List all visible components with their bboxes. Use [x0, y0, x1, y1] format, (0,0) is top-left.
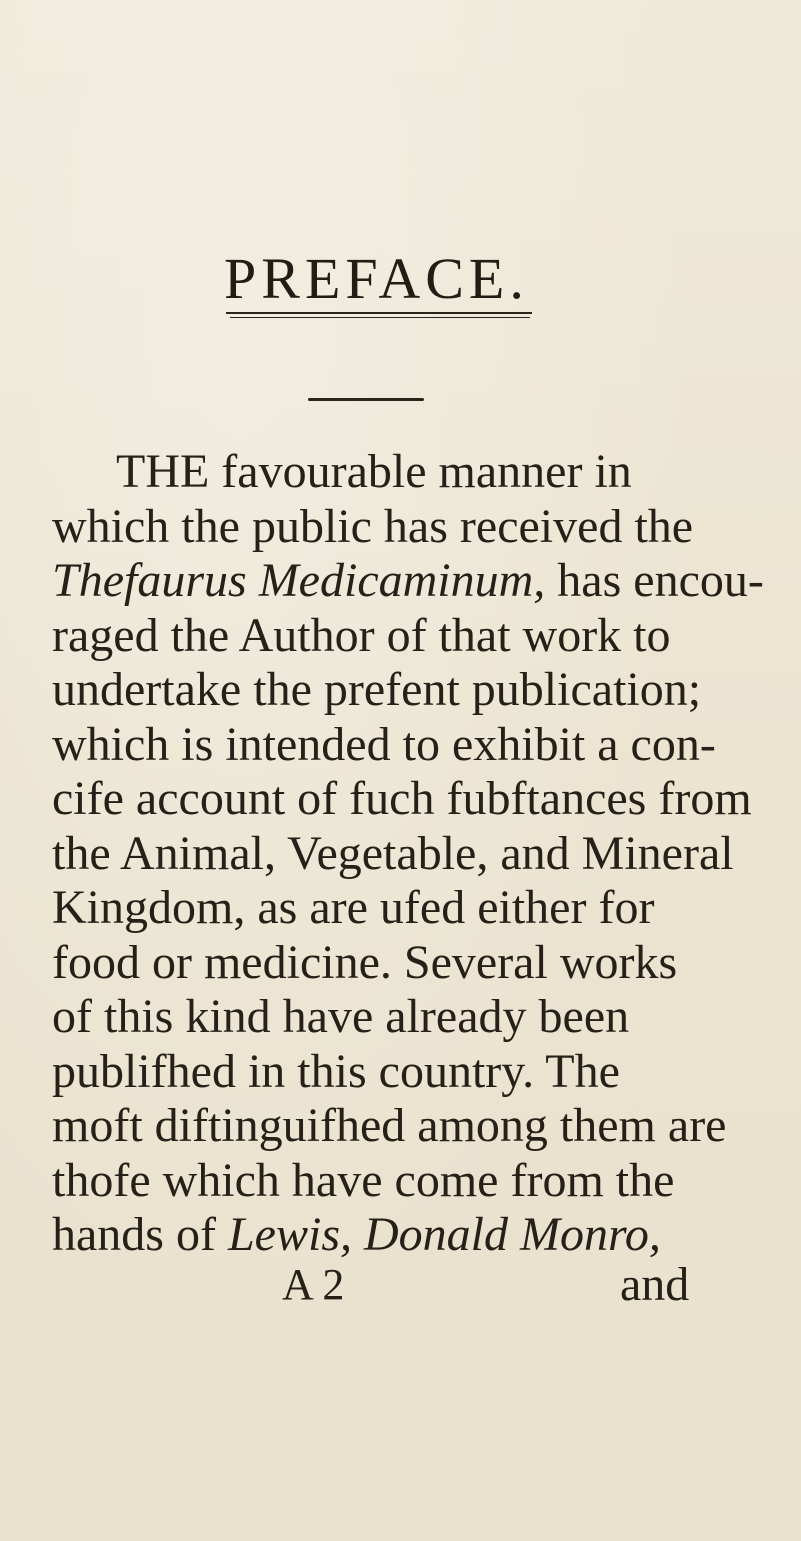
text-line — [52, 445, 772, 500]
text-run: THE favourable manner in — [116, 445, 632, 498]
text-run: which is intended to exhibit a con- — [52, 717, 716, 771]
text-run: of this kind have already been — [52, 990, 630, 1043]
text-run: thofe which have come from the — [52, 1153, 675, 1207]
text-run: which the public has received the — [52, 499, 694, 553]
italic-text: Thefaurus Medicaminum, — [52, 554, 546, 607]
text-line — [52, 663, 772, 718]
italic-text: Lewis, Donald Monro, — [227, 1208, 661, 1261]
text-line — [52, 1045, 772, 1100]
text-line — [52, 1154, 772, 1209]
text-line — [52, 500, 772, 555]
text-line — [52, 936, 772, 991]
text-run: the Animal, Vegetable, and Mineral — [52, 826, 734, 880]
text-run: food or medicine. Several works — [52, 935, 678, 989]
text-run: has encou- — [545, 554, 764, 607]
text-run: moft diftinguifhed among them are — [52, 1099, 727, 1152]
signature-mark: A 2 — [282, 1260, 345, 1309]
text-line — [52, 881, 772, 936]
text-line — [52, 772, 772, 827]
text-run: raged the Author of that work to — [52, 608, 671, 662]
page-title: PREFACE. — [224, 246, 529, 311]
text-line — [52, 827, 772, 882]
body-text — [52, 445, 772, 1263]
text-run: hands of — [52, 1208, 228, 1261]
text-run: undertake the prefent publication; — [52, 663, 702, 716]
page-footer — [0, 1255, 801, 1315]
text-line — [52, 990, 772, 1045]
text-run: cife account of fuch fubftances from — [52, 772, 752, 825]
title-underline-thin — [230, 317, 530, 318]
title-underline — [226, 312, 532, 314]
text-line — [52, 554, 772, 609]
ornamental-rule — [308, 398, 424, 401]
text-line — [52, 718, 772, 773]
text-line — [52, 1099, 772, 1154]
text-run: publifhed in this country. The — [52, 1044, 620, 1098]
catchword: and — [620, 1258, 690, 1311]
text-run: Kingdom, as are ufed either for — [52, 881, 655, 934]
text-line — [52, 609, 772, 664]
